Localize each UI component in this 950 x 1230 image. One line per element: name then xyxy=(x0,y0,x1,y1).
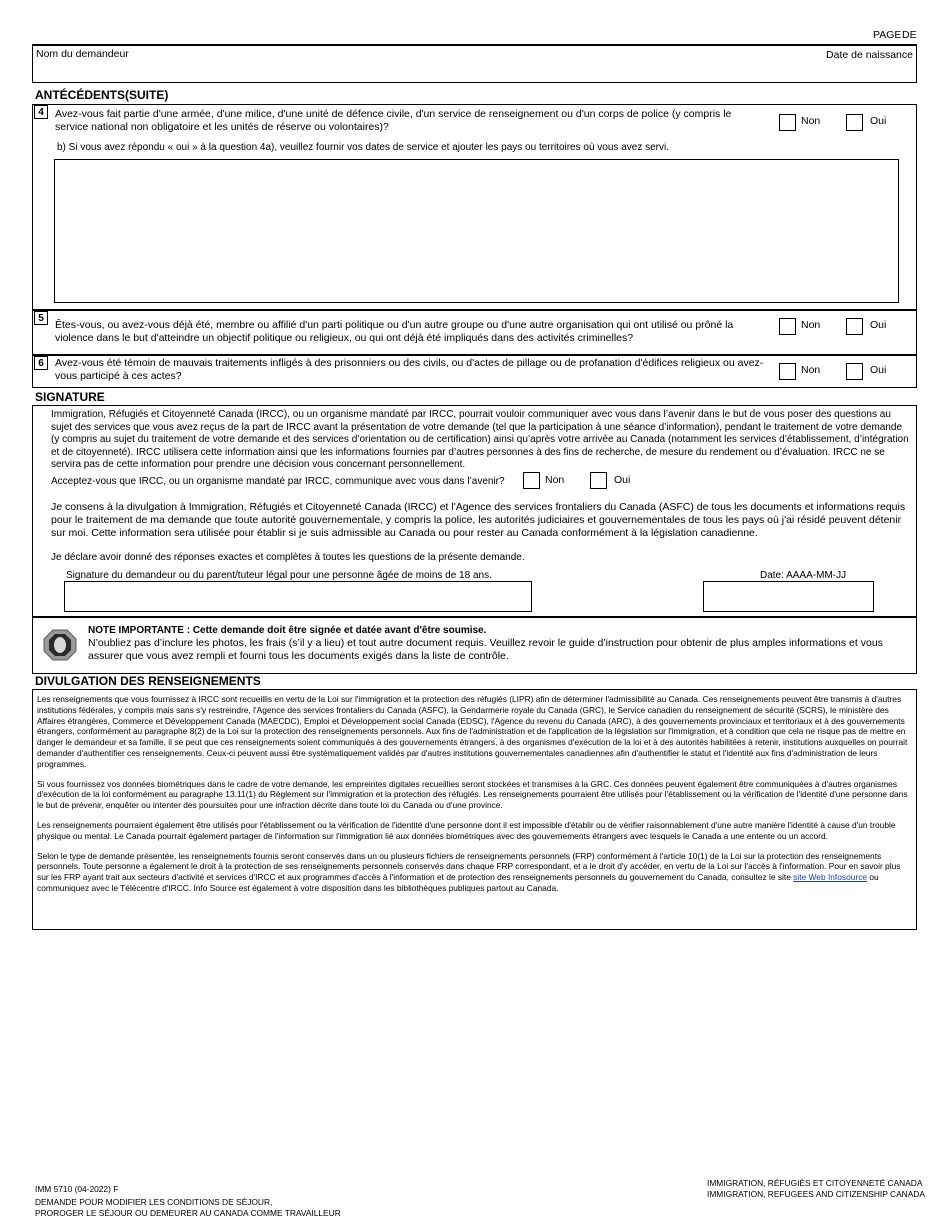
question-5-yes-checkbox[interactable] xyxy=(846,318,863,335)
question-4-yes-checkbox[interactable] xyxy=(846,114,863,131)
signature-section-title: SIGNATURE xyxy=(35,390,105,404)
department-name-fr: IMMIGRATION, RÉFUGIÉS ET CITOYENNETÉ CANADA xyxy=(707,1178,923,1188)
contact-no-checkbox[interactable] xyxy=(523,472,540,489)
form-code: IMM 5710 (04-2022) F xyxy=(35,1184,119,1194)
contact-no-label: Non xyxy=(545,474,565,486)
question-6-no-checkbox[interactable] xyxy=(779,363,796,380)
form-title-line-1: DEMANDE POUR MODIFIER LES CONDITIONS DE SÉJOUR, xyxy=(35,1197,273,1207)
contact-yes-checkbox[interactable] xyxy=(590,472,607,489)
signature-field[interactable] xyxy=(64,581,532,612)
ircc-contact-intro: Immigration, Réfugiés et Citoyenneté Canada (IRCC), ou un organisme mandaté par IRCC, pourrait vouloir communiquer avec vous dans l’avenir dans le but de vous poser des questions au sujet des services que vous avez reçus de la part de IRCC avant la présentation de votre demande (tel que la participation à une séance d’information), pendant le traitement de votre demande (y compris au sujet du traitement de votre demande et des services d’orientation ou de certification) ainsi qu’après votre arrivée au Canada (notamment les services d’établissement, d’intégration et de citoyenneté). IRCC utilisera cette information ainsi que les informations fournies par d’autres personnes à des fins de recherche, de mesure du rendement ou d’évaluation. IRCC ne se servira pas de cette information pour prendre une décision vous concernant personnellement. xyxy=(51,409,909,470)
service-details-textarea[interactable] xyxy=(54,159,899,303)
disclosure-p4-before: Selon le type de demande présentée, les renseignements fournis seront conservés dans un ou plusieurs fichiers de renseignements personnels (FRP) conformément à l'article 10(1) de la Loi sur la protection des renseignements personnels. Toute personne a également le droit à la protection de ses renseignements personnels conservés dans chaque FRP correspondant, et a le droit d'y accéder, en vertu de la Loi sur l'accès à l'information. Pour en savoir plus sur les FRP ayant trait aux secteurs d'activité et services d'IRCC et aux programmes d'accès à l'information et de protection des renseignements personnels du gouvernement du Canada, consultez le site xyxy=(37,850,901,883)
signature-label: Signature du demandeur ou du parent/tuteur légal pour une personne âgée de moins de 18 ans. xyxy=(66,570,492,581)
question-5-text: Êtes-vous, ou avez-vous déjà été, membre ou affilié d'un parti politique ou d'un autre groupe ou d'une autre organisation qui ont utilisé ou prôné la violence dans le but d'atteindre un objectif politique ou religieux, ou qui ont déjà été impliqués dans des activités criminelles? xyxy=(55,319,734,344)
question-5-yes-label: Oui xyxy=(870,319,887,331)
disclosure-paragraph-3: Les renseignements pourraient également être utilisés pour l'établissement ou la vérification de l'identité d'une personne dont il est impossible d'établir ou de vérifier raisonnablement d'une autre manière l'identité à cause d'un trouble physique ou mental. Le Canada pourrait également partager de l'information sur l'immigration lié aux données biométriques avec des gouvernements étrangers avec lesquels le Canada a une entente ou un accord. xyxy=(37,819,896,841)
question-6-no-label: Non xyxy=(801,364,821,376)
question-6-text: Avez-vous été témoin de mauvais traitements infligés à des prisonniers ou des civils, ou d'actes de pillage ou de profanation d'édifices religieux ou avez-vous participé à ces actes? xyxy=(55,357,764,382)
warning-icon xyxy=(43,629,77,661)
background-section-title: ANTÉCÉDENTS(SUITE) xyxy=(35,88,169,102)
question-6-yes-label: Oui xyxy=(870,364,887,376)
form-title-line-2: PROROGER LE SÉJOUR OU DEMEURER AU CANADA COMME TRAVAILLEUR xyxy=(35,1208,341,1218)
question-4-no-checkbox[interactable] xyxy=(779,114,796,131)
question-4-number: 4 xyxy=(34,105,48,119)
page-de-label: DE xyxy=(902,29,917,41)
question-5-no-checkbox[interactable] xyxy=(779,318,796,335)
question-5-number: 5 xyxy=(34,311,48,325)
applicant-name-label: Nom du demandeur xyxy=(36,48,129,60)
important-note-body: N’oubliez pas d’inclure les photos, les frais (s’il y a lieu) et tout autre document requis. Veuillez revoir le guide d’instruction pour obtenir de plus amples informations et vous assurer que vous avez rempli et fourni tous les documents exigés dans la liste de contrôle. xyxy=(88,637,883,662)
department-name-en: IMMIGRATION, REFUGEES AND CITIZENSHIP CANADA xyxy=(707,1189,925,1199)
question-6-yes-checkbox[interactable] xyxy=(846,363,863,380)
important-note-title: NOTE IMPORTANTE : Cette demande doit être signée et datée avant d'être soumise. xyxy=(88,625,487,636)
disclosure-p4-after: ou communiquez avec le Télécentre d'IRCC. Info Source est également à votre disposition dans les bibliothèques publiques partout au Canada. xyxy=(37,872,879,893)
question-4-yes-label: Oui xyxy=(870,115,887,127)
declaration-text: Je déclare avoir donné des réponses exactes et complètes à toutes les questions de la présente demande. xyxy=(51,552,525,563)
contact-consent-question: Acceptez-vous que IRCC, ou un organisme mandaté par IRCC, communique avec vous dans l’avenir? xyxy=(51,476,505,487)
disclosure-paragraph-1: Les renseignements que vous fournissez à IRCC sont recueillis en vertu de la Loi sur l'immigration et la protection des réfugiés (LIPR) afin de déterminer l'admissibilité au Canada. Ces renseignements peuvent être transmis à d'autres institutions fédérales, y compris mais sans s'y restreindre, l'Agence des services frontaliers du Canada (ASFC), la Gendarmerie royale du Canada (GRC), le Service canadien du renseignement de sécurité (SCRS), le ministère des Affaires étrangères, Commerce et Développement Canada (MAECDC), Emploi et Développement social Canada (EDSC), l'Agence du revenu du Canada (ARC), à des gouvernements provinciaux et territoriaux et à des gouvernements étrangers, conformément au paragraphe 8(2) de la Loi sur la protection des renseignements personnels. Aux fins de l'administration et de l'application de la législation sur l'immigration, et à condition que cela ne risque pas de mettre en danger le demandeur et sa famille, il se peut que ces renseignements soient communiqués à des gouvernements étrangers, à des organismes d'exécution de la loi et à des autorités habilitées à retenir, institutions auxquelles on pourrait demander d'authentifier ces renseignements. Ceux-ci peuvent aussi être systématiquement validés par d'autres institutions gouvernementales canadiennes afin d'authentifier le statut et l'identité aux fins d'administration de leurs programmes. xyxy=(37,694,908,769)
disclosure-paragraph-2: Si vous fournissez vos données biométriques dans le cadre de votre demande, les empreintes digitales recueillies seront stockées et transmises à la GRC. Ces données peuvent également être communiquées à d'autres organismes d'exécution de la loi conformément au paragraphe 13.11(1) du Règlement sur l'immigration et la protection des réfugiés. Les renseignements pourraient être utilisés pour l'établissement ou la vérification de l'identité d'une personne dans le but de prévenir, enquêter ou intenter des poursuites pour une infraction décrite dans toute loi du Canada ou d'une province. xyxy=(37,778,908,811)
date-label: Date: AAAA-MM-JJ xyxy=(760,570,847,581)
signature-date-field[interactable] xyxy=(703,581,874,612)
disclosure-section-title: DIVULGATION DES RENSEIGNEMENTS xyxy=(35,674,261,688)
disclosure-paragraph-4 xyxy=(37,851,913,894)
question-5-no-label: Non xyxy=(801,319,821,331)
infosource-link[interactable]: site Web Infosource xyxy=(793,872,868,883)
disclosure-text xyxy=(37,694,913,903)
contact-yes-label: Oui xyxy=(614,474,631,486)
page-label: PAGE xyxy=(873,29,902,41)
question-6-number: 6 xyxy=(34,356,48,370)
question-4-text: Avez-vous fait partie d'une armée, d'une milice, d'une unité de défence civile, d'un service de renseignement ou d'un corps de police (y compris le service national non obligatoire et les unités de réserve ou volontaires)? xyxy=(55,108,732,133)
question-4b-text: b) Si vous avez répondu « oui » à la question 4a), veuillez fournir vos dates de service et ajouter les pays ou territoires où vous avez servi. xyxy=(57,142,669,153)
question-4-no-label: Non xyxy=(801,115,821,127)
dob-label: Date de naissance xyxy=(826,49,913,61)
disclosure-consent-text: Je consens à la divulgation à Immigration, Réfugiés et Citoyenneté Canada (IRCC) et l'Agence des services frontaliers du Canada (ASFC) de tous les documents et informations requis pour le traitement de ma demande que toute autorité gouvernementale, y compris la police, les autorités judiciaires et gouvernementales de tous les pays où j'ai résidé peuvent détenir sur moi. Cette information sera utilisée pour établir si je suis admissible au Canada ou pour rester au Canada conformément à la législation canadienne. xyxy=(51,501,906,539)
applicant-header-box xyxy=(32,44,917,83)
